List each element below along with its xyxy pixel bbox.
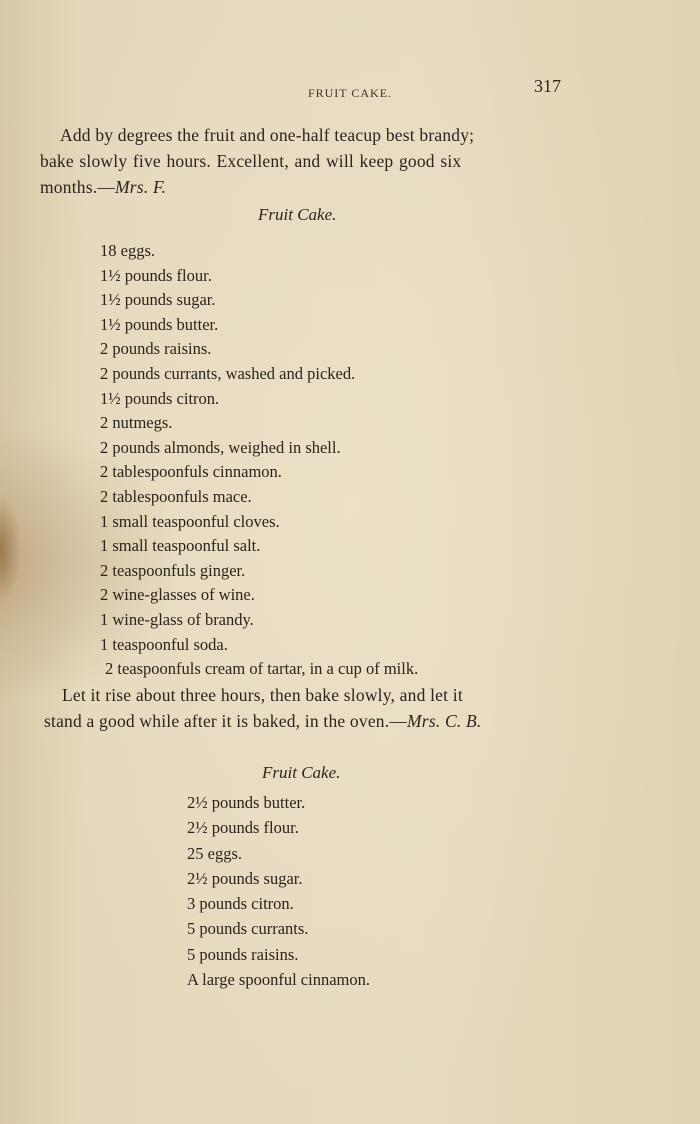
ingredient-item: 2 pounds currants, washed and picked. — [100, 363, 356, 383]
ingredient-item: 1 teaspoonful soda. — [100, 634, 228, 654]
ingredient-item: 3 pounds citron. — [187, 894, 294, 914]
ingredient-item: 2½ pounds butter. — [187, 793, 306, 812]
ingredient-item: 2 teaspoonfuls cream of tartar, in a cup of milk. — [105, 659, 419, 679]
intro-line: bake slowly five hours. Excellent, and will keep good six — [40, 151, 462, 171]
intro-line-text: months.— — [40, 177, 116, 197]
recipe1-directions-text: stand a good while after it is baked, in the oven.— — [44, 711, 408, 731]
ingredient-item: 1½ pounds citron. — [100, 388, 220, 408]
ingredient-item: A large spoonful cinnamon. — [187, 970, 370, 990]
ingredient-item: 2 pounds almonds, weighed in shell. — [100, 437, 341, 457]
recipe2-title: Fruit Cake. — [262, 763, 341, 782]
ingredient-item: 1 small teaspoonful salt. — [100, 536, 261, 556]
ingredient-item: 2 nutmegs. — [100, 413, 173, 433]
ingredient-item: 2 pounds raisins. — [100, 339, 212, 359]
ingredient-item: 1½ pounds flour. — [100, 265, 212, 285]
ingredient-item: 2½ pounds sugar. — [187, 868, 303, 888]
ingredient-item: 2 tablespoonfuls cinnamon. — [100, 462, 282, 482]
ingredient-item: 5 pounds currants. — [187, 919, 309, 939]
recipe1-ingredient-list — [100, 239, 418, 682]
ingredient-item: 1½ pounds butter. — [100, 314, 219, 334]
recipe2-ingredient-list — [187, 790, 370, 992]
intro-line: Add by degrees the fruit and one-half teacup best brandy; — [60, 125, 475, 145]
intro-signature: Mrs. F. — [115, 177, 167, 197]
ingredient-item: 2 teaspoonfuls ginger. — [100, 560, 246, 580]
ingredient-item: 2 tablespoonfuls mace. — [100, 486, 252, 506]
ingredient-item: 2 wine-glasses of wine. — [100, 585, 255, 605]
running-head: FRUIT CAKE. — [307, 86, 393, 100]
intro-line-last — [40, 174, 166, 200]
recipe1-directions-line: Let it rise about three hours, then bake slowly, and let it — [62, 685, 463, 705]
page-number: 317 — [534, 76, 561, 96]
ingredient-item: 5 pounds raisins. — [187, 944, 299, 964]
recipe1-signature: Mrs. C. B. — [407, 711, 482, 731]
recipe1-title: Fruit Cake. — [258, 205, 337, 224]
paper-stain — [0, 495, 22, 605]
ingredient-item: 1½ pounds sugar. — [100, 290, 216, 310]
ingredient-item: 18 eggs. — [100, 241, 155, 260]
ingredient-item: 1 wine-glass of brandy. — [100, 609, 254, 629]
recipe1-directions-line-last — [44, 708, 481, 734]
ingredient-item: 25 eggs. — [187, 843, 242, 863]
ingredient-item: 1 small teaspoonful cloves. — [100, 511, 280, 531]
ingredient-item: 2½ pounds flour. — [187, 818, 299, 838]
